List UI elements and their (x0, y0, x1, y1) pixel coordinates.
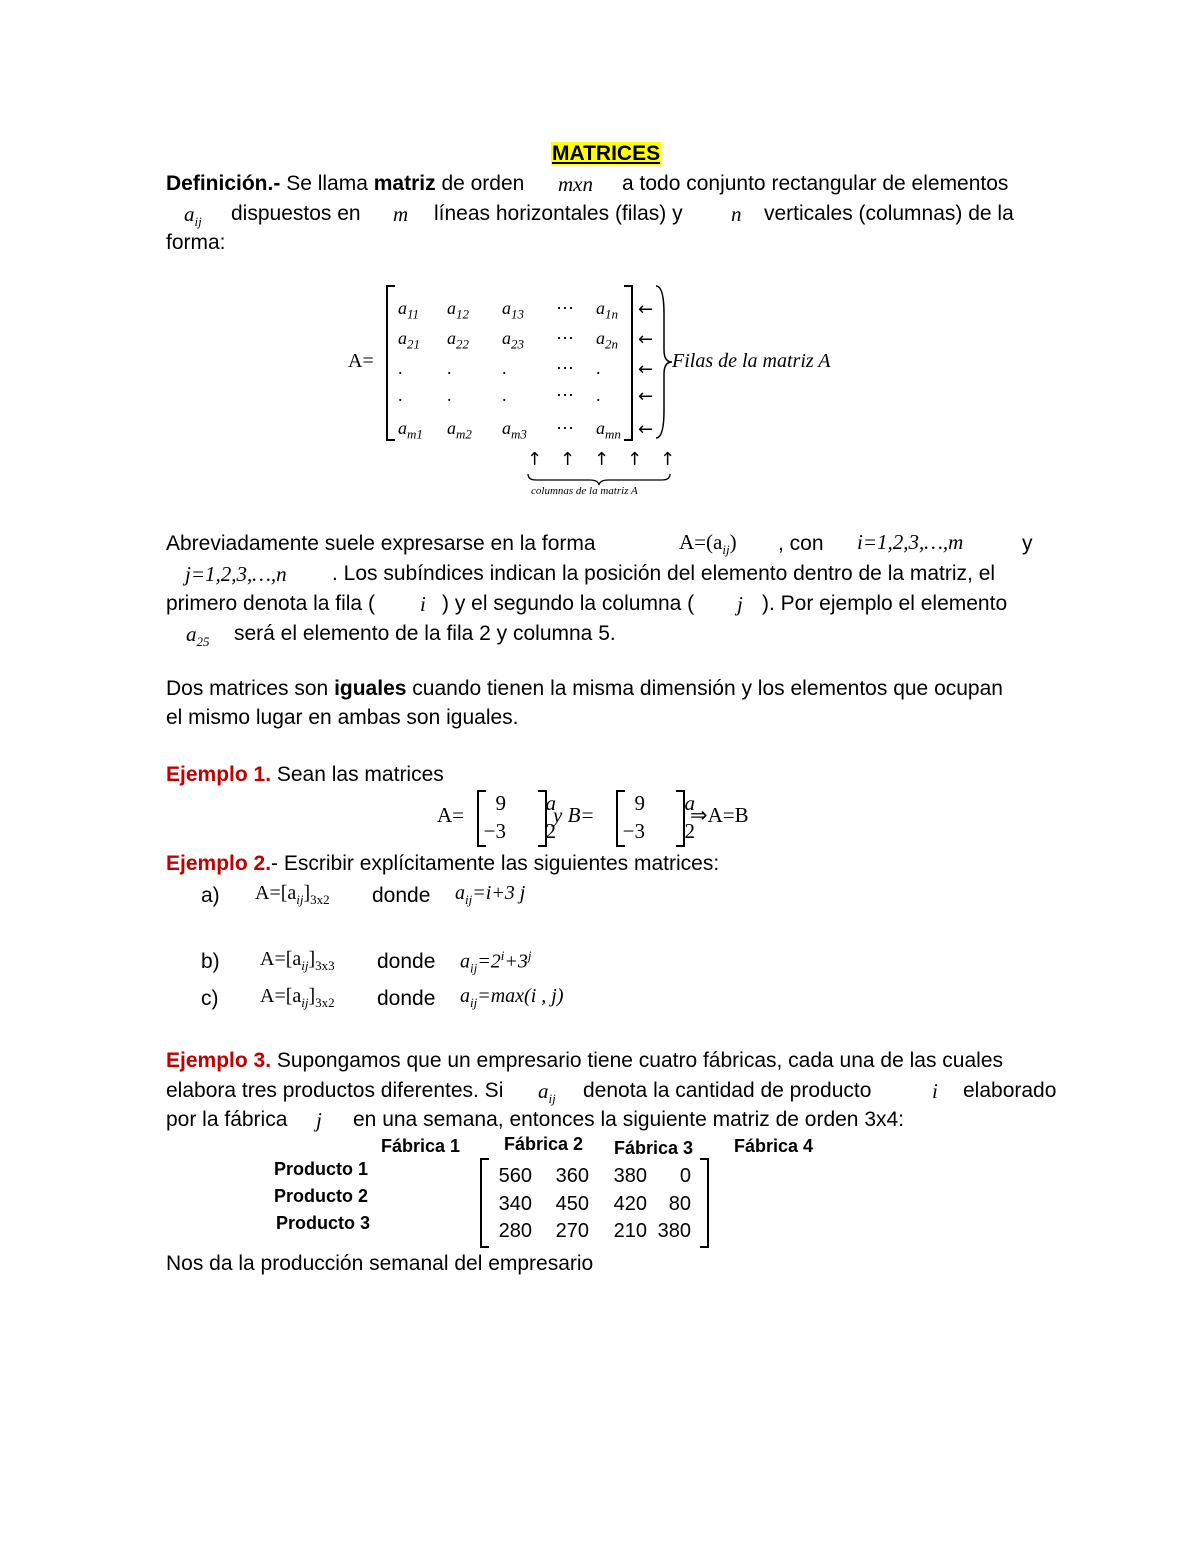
rows-label: Filas de la matriz A (672, 350, 831, 372)
var-m: m (393, 202, 409, 226)
column-arrow: ↑ (594, 449, 610, 470)
example-3-line-2a: elabora tres productos diferentes. Si (166, 1079, 504, 1102)
matrix-cell: $a_{m1}$ (398, 418, 423, 442)
matrix-cell: 560 (498, 1165, 532, 1187)
matrix-cell: . (447, 358, 452, 378)
item-letter: c) (201, 987, 219, 1010)
i-range: i=1,2,3,…,m (857, 530, 964, 554)
matrix-cell: $a_{23}$ (502, 328, 524, 352)
matrix-cell: 380 (657, 1220, 691, 1242)
item-matrix-def: $A=[a_{ij}]_{3x2}$ (255, 882, 330, 907)
matrix-cell: 210 (613, 1220, 647, 1242)
definition-line-2c: verticales (columnas) de la (764, 202, 1014, 225)
abbrev-line-2: . Los subíndices indican la posición del elemento dentro de la matriz, el (332, 562, 996, 585)
factory-label: Fábrica 2 (504, 1134, 584, 1154)
matrix-cell: $a_{13}$ (502, 298, 524, 322)
matrix-cell: ⋯ (556, 298, 574, 318)
var-j: j (737, 592, 743, 616)
page-title: MATRICES (552, 142, 661, 165)
matrix-cell: 80 (668, 1193, 691, 1215)
definition-line-2a: dispuestos en (231, 202, 361, 225)
example-2-heading: Ejemplo 2.- Escribir explícitamente las siguientes matrices: (166, 852, 720, 875)
matrix-cell: 0 (679, 1165, 691, 1187)
iguales-line-1: Dos matrices son iguales cuando tienen la misma dimensión y los elementos que ocupan (166, 677, 1003, 700)
element-aij: $a_{ij}$ (184, 202, 202, 230)
matrix-cell: . (596, 358, 601, 378)
item-rule: $a_{ij}=i+3$ j (455, 882, 526, 907)
var-i-ex3: i (932, 1079, 938, 1103)
matrix-cell: $a_{m2}$ (447, 418, 472, 442)
matrix-cell: . (502, 385, 507, 405)
factory-label: Fábrica 4 (734, 1136, 814, 1156)
row-arrow: ← (638, 299, 654, 320)
product-label: Producto 1 (274, 1159, 369, 1179)
element-aij-ex3: $a_{ij}$ (538, 1079, 556, 1107)
item-donde: donde (377, 987, 436, 1010)
matrix-bracket-left (386, 285, 395, 441)
matrix-cell: 380 (613, 1165, 647, 1187)
var-i: i (420, 592, 426, 616)
product-label: Producto 2 (274, 1186, 369, 1206)
column-arrow: ↑ (660, 449, 676, 470)
matrix-cell: . (398, 385, 403, 405)
matrix-cell: a (545, 791, 556, 815)
column-arrow: ↑ (560, 449, 576, 470)
matrix-cell: ⋯ (556, 418, 574, 438)
columns-label: columnas de la matriz A (531, 485, 638, 497)
matrix-cell: . (596, 385, 601, 405)
order-mxn: mxn (558, 172, 593, 196)
matrix-cell: $a_{1n}$ (596, 298, 618, 322)
row-arrow: ← (638, 386, 654, 407)
product-label: Producto 3 (276, 1213, 371, 1233)
matrix-cell: 450 (555, 1193, 589, 1215)
item-donde: donde (377, 950, 436, 973)
example-3-closing: Nos da la producción semanal del empresario (166, 1252, 594, 1275)
matrix-cell: a (684, 791, 695, 815)
matrix-cell: −3 (622, 819, 645, 843)
matrix-cell: 280 (498, 1220, 532, 1242)
abbrev-line-3a: primero denota la fila ( (166, 592, 375, 615)
matrix-cell: . (447, 385, 452, 405)
row-arrow: ← (638, 329, 654, 350)
matrix-cell: 9 (634, 791, 645, 815)
example-1-heading: Ejemplo 1. Sean las matrices (166, 763, 444, 786)
matrix-cell: 9 (495, 791, 506, 815)
matrix-cell: ⋯ (556, 358, 574, 378)
example-3-line-3b: en una semana, entonces la siguiente matriz de orden 3x4: (353, 1108, 905, 1131)
matrix-cell: $a_{mn}$ (596, 418, 621, 442)
item-rule: $a_{ij}=\max(i$ , j) (460, 985, 564, 1010)
matrix-cell: 2 (684, 819, 695, 843)
abbrev-y: y (1022, 532, 1033, 555)
matrix-cell: 2 (545, 819, 556, 843)
iguales-line-2: el mismo lugar en ambas son iguales. (166, 706, 519, 729)
definition-line-2b: líneas horizontales (filas) y (434, 202, 683, 225)
abbrev-line-3b: ) y el segundo la columna ( (442, 592, 695, 615)
matrix-cell: ⋯ (556, 328, 574, 348)
example-1-result: ⇒A=B (690, 803, 749, 827)
matrix-cell: $a_{12}$ (447, 298, 469, 322)
item-matrix-def: $A=[a_{ij}]_{3x2}$ (260, 985, 335, 1010)
matrix-cell: $a_{11}$ (398, 298, 420, 322)
columns-brace (526, 472, 672, 486)
item-letter: a) (201, 884, 220, 907)
row-arrow: ← (638, 359, 654, 380)
definition-label: Definición.- (166, 172, 281, 195)
item-donde: donde (372, 884, 431, 907)
matrix-cell: 340 (498, 1193, 532, 1215)
matrix-cell: 270 (555, 1220, 589, 1242)
matrix-cell: 360 (555, 1165, 589, 1187)
example-3-line-3a: por la fábrica (166, 1108, 288, 1131)
factory-label: Fábrica 1 (381, 1136, 461, 1156)
production-matrix-right (700, 1158, 709, 1248)
var-j-ex3: j (316, 1108, 322, 1132)
item-rule: $a_{ij}=2^i+3^j$ (460, 948, 532, 976)
matrix-cell: −3 (483, 819, 506, 843)
abbrev-formula: $A=(a_{ij})$ (679, 530, 737, 558)
item-matrix-def: $A=[a_{ij}]_{3x3}$ (260, 948, 335, 973)
var-n: n (731, 202, 742, 226)
example-1-yB: y B= (553, 803, 595, 827)
abbrev-line-1: Abreviadamente suele expresarse en la forma (166, 532, 596, 555)
definition-line-1-end: a todo conjunto rectangular de elementos (622, 172, 1009, 195)
matrix-cell: 420 (613, 1193, 647, 1215)
row-arrow: ← (638, 419, 654, 440)
matrix-cell: $a_{m3}$ (502, 418, 527, 442)
j-range: j=1,2,3,…,n (185, 562, 287, 586)
matrix-cell: $a_{21}$ (398, 328, 420, 352)
matrix-cell: . (502, 358, 507, 378)
definition-line-3: forma: (166, 231, 226, 254)
matrix-cell: $a_{22}$ (447, 328, 469, 352)
matrix-lhs: A= (348, 350, 374, 372)
abbrev-line-4: será el elemento de la fila 2 y columna 5. (234, 622, 616, 645)
matrix-bracket-right (624, 285, 633, 441)
rows-brace (654, 284, 674, 440)
matrix-cell: ⋯ (556, 385, 574, 405)
example-3-line-2c: elaborado (963, 1079, 1057, 1102)
factory-label: Fábrica 3 (614, 1138, 694, 1158)
example-1-A: A= (437, 803, 465, 827)
column-arrow: ↑ (627, 449, 643, 470)
element-a25: $a_{25}$ (186, 622, 210, 650)
definition-line-1: Definición.- Se llama matriz de orden (166, 172, 525, 195)
abbrev-line-3c: ). Por ejemplo el elemento (762, 592, 1008, 615)
abbrev-con: , con (778, 532, 824, 555)
matrix-cell: $a_{2n}$ (596, 328, 618, 352)
example-3-line-2b: denota la cantidad de producto (583, 1079, 872, 1102)
matrix-cell: . (398, 358, 403, 378)
example-3-line-1: Ejemplo 3. Supongamos que un empresario tiene cuatro fábricas, cada una de las cuales (166, 1049, 1003, 1072)
column-arrow: ↑ (527, 449, 543, 470)
item-letter: b) (201, 950, 220, 973)
